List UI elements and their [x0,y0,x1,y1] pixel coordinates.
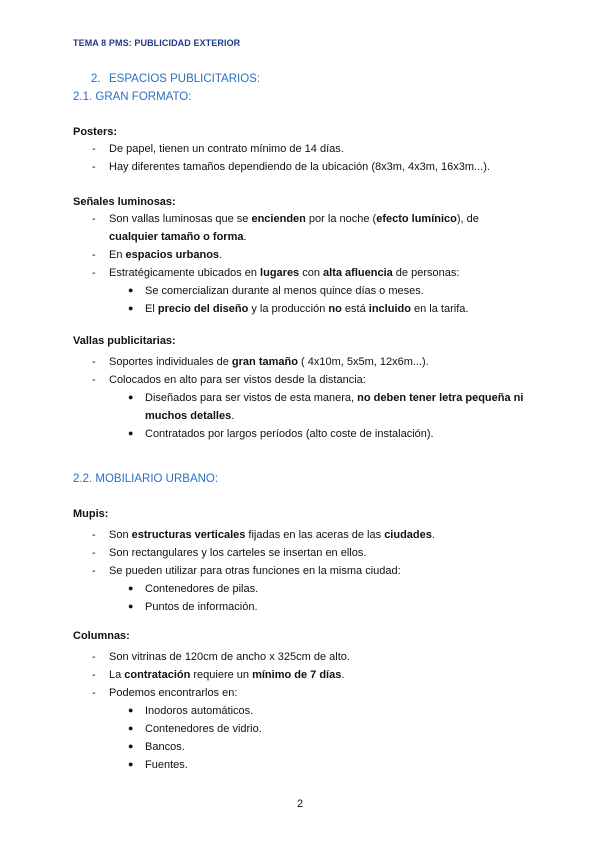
list-item: Son estructuras verticales fijadas en las aceras de las ciudades. [109,529,435,541]
vallas-label: Vallas publicitarias: [73,335,176,347]
dash: - [92,267,96,279]
sub-list-item-continuation: muchos detalles. [145,410,235,422]
dash: - [92,687,96,699]
page-header: TEMA 8 PMS: PUBLICIDAD EXTERIOR [73,38,241,48]
dash: - [92,565,96,577]
list-item: La contratación requiere un mínimo de 7 días. [109,669,345,681]
list-item: Son vitrinas de 120cm de ancho x 325cm de alto. [109,651,350,663]
dash: - [92,374,96,386]
bullet: ● [128,285,134,295]
section-number: 2. [91,73,101,85]
posters-label: Posters: [73,126,118,138]
sub-list-item: Contenedores de pilas. [145,583,259,595]
list-item: Estratégicamente ubicados en lugares con alta afluencia de personas: [109,267,460,279]
bullet: ● [128,723,134,733]
sub-list-item: Contratados por largos períodos (alto coste de instalación). [145,428,434,440]
subsection-heading-2-1: 2.1. GRAN FORMATO: [73,91,192,103]
list-item: De papel, tienen un contrato mínimo de 14 días. [109,143,344,155]
senales-label: Señales luminosas: [73,196,176,208]
columnas-label: Columnas: [73,630,130,642]
dash: - [92,143,96,155]
bullet: ● [128,705,134,715]
sub-list-item: Diseñados para ser vistos de esta manera, no deben tener letra pequeña ni [145,392,524,404]
dash: - [92,529,96,541]
sub-list-item: Inodoros automáticos. [145,705,254,717]
bullet: ● [128,741,134,751]
dash: - [92,213,96,225]
list-item: En espacios urbanos. [109,249,223,261]
dash: - [92,547,96,559]
subsection-heading-2-2: 2.2. MOBILIARIO URBANO: [73,473,219,485]
list-item: Colocados en alto para ser vistos desde la distancia: [109,374,366,386]
bullet: ● [128,759,134,769]
dash: - [92,651,96,663]
dash: - [92,669,96,681]
sub-list-item: Contenedores de vidrio. [145,723,262,735]
list-item-continuation: cualquier tamaño o forma. [109,231,247,243]
bullet: ● [128,601,134,611]
list-item: Son vallas luminosas que se encienden por la noche (efecto lumínico), de [109,213,479,225]
page-number: 2 [296,798,304,810]
bullet: ● [128,428,134,438]
bullet: ● [128,392,134,402]
sub-list-item: Se comercializan durante al menos quince días o meses. [145,285,424,297]
mupis-label: Mupis: [73,508,109,520]
bullet: ● [128,583,134,593]
section-heading [91,73,260,85]
list-item: Podemos encontrarlos en: [109,687,238,699]
list-item: Soportes individuales de gran tamaño ( 4x10m, 5x5m, 12x6m...). [109,356,429,368]
list-item: Se pueden utilizar para otras funciones en la misma ciudad: [109,565,401,577]
sub-list-item: Bancos. [145,741,185,753]
bullet: ● [128,303,134,313]
dash: - [92,161,96,173]
dash: - [92,356,96,368]
sub-list-item: Fuentes. [145,759,188,771]
section-title: ESPACIOS PUBLICITARIOS: [109,73,261,85]
sub-list-item: Puntos de información. [145,601,258,613]
list-item: Hay diferentes tamaños dependiendo de la ubicación (8x3m, 4x3m, 16x3m...). [109,161,490,173]
list-item: Son rectangulares y los carteles se insertan en ellos. [109,547,367,559]
dash: - [92,249,96,261]
sub-list-item: El precio del diseño y la producción no está incluido en la tarifa. [145,303,469,315]
